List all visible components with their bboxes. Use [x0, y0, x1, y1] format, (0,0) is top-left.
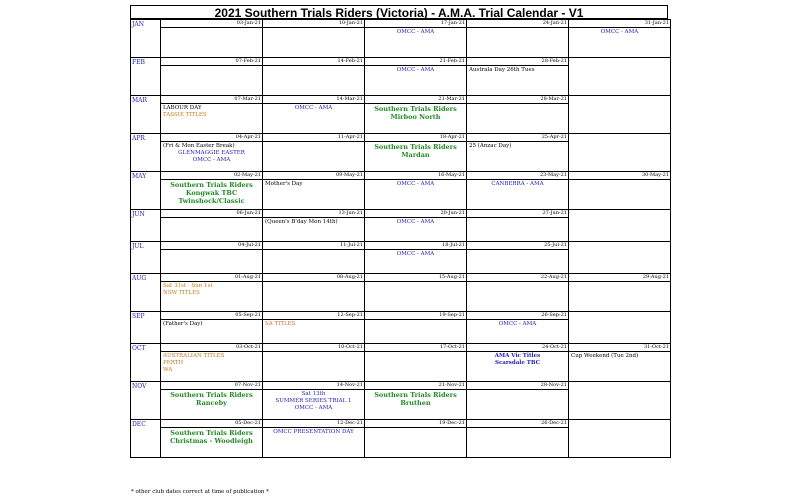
- week-cell: [569, 344, 671, 382]
- week-cell: [467, 420, 569, 458]
- month-row-jun: [131, 210, 671, 242]
- month-row-oct: [131, 344, 671, 382]
- footnote: * other club dates correct at time of publication *: [131, 489, 269, 495]
- week-cell: [467, 274, 569, 312]
- event-text: OMCC - AMA: [396, 29, 435, 35]
- week-date: 14-Mar-21: [263, 96, 364, 104]
- week-date: [569, 58, 670, 65]
- week-cell: [467, 58, 569, 96]
- event-text: OMCC - AMA: [294, 405, 333, 411]
- week-date: 04-Jul-21: [161, 242, 262, 250]
- event-block: [263, 180, 364, 189]
- week-cell: [467, 242, 569, 274]
- week-date: 03-Oct-21: [161, 344, 262, 352]
- week-date: 03-Jan-21: [161, 20, 262, 28]
- event-text: Bruthen: [400, 399, 431, 407]
- event-text: Southern Trials Riders: [374, 105, 457, 113]
- week-date: 08-Aug-21: [263, 274, 364, 282]
- event-block: [161, 320, 262, 329]
- week-date: 27-Jun-21: [467, 210, 568, 218]
- event-text: OMCC - AMA: [294, 105, 333, 111]
- week-cell: [161, 172, 263, 210]
- week-date: 14-Feb-21: [263, 58, 364, 66]
- event-text: OMCC - AMA: [396, 67, 435, 73]
- event-text: SA TITLES: [265, 321, 296, 327]
- week-cell: [161, 242, 263, 274]
- event-block: [365, 104, 466, 122]
- event-text: Southern Trials Riders: [374, 391, 457, 399]
- event-block: [569, 352, 670, 361]
- week-date: 19-Dec-21: [365, 420, 466, 428]
- event-text: OMCC - AMA: [396, 181, 435, 187]
- week-cell: [569, 420, 671, 458]
- event-block: [365, 218, 466, 227]
- week-date: 28-Nov-21: [467, 382, 568, 390]
- event-text: OMCC - AMA: [498, 321, 537, 327]
- event-block: [263, 428, 364, 437]
- week-date: 21-Nov-21: [365, 382, 466, 390]
- week-date: 11-Apr-21: [263, 134, 364, 142]
- event-text: CANBERRA - AMA: [491, 181, 544, 187]
- week-date: 24-Oct-21: [467, 344, 568, 352]
- month-label: JUN: [131, 210, 161, 242]
- week-cell: [161, 420, 263, 458]
- month-label: MAY: [131, 172, 161, 210]
- week-cell: [365, 210, 467, 242]
- event-text: TASSIE TITLES: [163, 112, 207, 118]
- week-date: 15-Aug-21: [365, 274, 466, 282]
- event-block: [161, 282, 262, 298]
- event-text: Mirboo North: [390, 113, 441, 121]
- week-date: 12-Sep-21: [263, 312, 364, 320]
- month-label: JAN: [131, 20, 161, 58]
- week-date: 21-Feb-21: [365, 58, 466, 66]
- week-date: 31-Oct-21: [569, 344, 670, 352]
- event-text: WA: [163, 367, 173, 373]
- event-text: OMCC - AMA: [396, 251, 435, 257]
- event-text: Southern Trials Riders: [170, 181, 253, 189]
- month-label: JUL: [131, 242, 161, 274]
- week-cell: [263, 242, 365, 274]
- week-date: 07-Nov-21: [161, 382, 262, 390]
- month-row-may: [131, 172, 671, 210]
- month-label: AUG: [131, 274, 161, 312]
- week-cell: [263, 420, 365, 458]
- event-text: OMCC - AMA: [396, 219, 435, 225]
- week-date: 26-Dec-21: [467, 420, 568, 428]
- month-row-nov: [131, 382, 671, 420]
- week-date: 30-May-21: [569, 172, 670, 180]
- week-cell: [161, 58, 263, 96]
- event-text: GLENMAGGIE EASTER: [178, 150, 245, 156]
- event-block: [467, 66, 568, 75]
- week-cell: [365, 344, 467, 382]
- week-cell: [467, 344, 569, 382]
- month-label: FEB: [131, 58, 161, 96]
- week-date: 10-Oct-21: [263, 344, 364, 352]
- week-cell: [569, 382, 671, 420]
- event-text: OMCC - AMA: [600, 29, 639, 35]
- week-date: 17-Oct-21: [365, 344, 466, 352]
- event-block: [365, 142, 466, 160]
- event-text: Southern Trials Riders: [170, 429, 253, 437]
- week-date: 12-Dec-21: [263, 420, 364, 428]
- event-block: [161, 390, 262, 408]
- week-cell: [161, 382, 263, 420]
- week-date: [569, 242, 670, 249]
- week-date: [569, 382, 670, 389]
- event-text: Ranceby: [196, 399, 227, 407]
- event-text: SUMMER SERIES TRIAL 1: [275, 398, 352, 404]
- event-text: 25 (Anzac Day): [469, 143, 512, 149]
- week-date: 25-Jul-21: [467, 242, 568, 250]
- event-block: [161, 104, 262, 120]
- month-label: APR: [131, 134, 161, 172]
- month-label: SEP: [131, 312, 161, 344]
- week-cell: [569, 134, 671, 172]
- event-text: LABOUR DAY: [163, 105, 202, 111]
- week-date: 09-May-21: [263, 172, 364, 180]
- week-date: [569, 312, 670, 319]
- week-date: 05-Dec-21: [161, 420, 262, 428]
- week-cell: [263, 312, 365, 344]
- month-row-aug: [131, 274, 671, 312]
- week-cell: [365, 172, 467, 210]
- week-date: 07-Mar-21: [161, 96, 262, 104]
- week-cell: [263, 134, 365, 172]
- event-text: Southern Trials Riders: [170, 391, 253, 399]
- week-date: 01-Aug-21: [161, 274, 262, 282]
- week-date: 07-Feb-21: [161, 58, 262, 66]
- month-label: OCT: [131, 344, 161, 382]
- week-cell: [263, 210, 365, 242]
- week-date: 10-Jan-21: [263, 20, 364, 28]
- week-cell: [569, 312, 671, 344]
- month-row-feb: [131, 58, 671, 96]
- event-text: Southern Trials Riders: [374, 143, 457, 151]
- week-cell: [365, 20, 467, 58]
- event-block: [365, 250, 466, 259]
- event-text: Sat 31st - Sun 1st: [163, 283, 213, 289]
- week-date: 14-Nov-21: [263, 382, 364, 390]
- week-date: 11-Jul-21: [263, 242, 364, 250]
- month-label: NOV: [131, 382, 161, 420]
- event-block: [467, 352, 568, 368]
- week-cell: [365, 58, 467, 96]
- event-block: [569, 28, 670, 37]
- week-date: 05-Sep-21: [161, 312, 262, 320]
- event-text: Mother's Day: [265, 181, 303, 187]
- event-block: [365, 66, 466, 75]
- week-cell: [263, 58, 365, 96]
- week-date: 31-Jan-21: [569, 20, 670, 28]
- week-cell: [161, 344, 263, 382]
- week-cell: [467, 312, 569, 344]
- event-block: [263, 218, 364, 227]
- week-cell: [365, 420, 467, 458]
- week-cell: [161, 20, 263, 58]
- week-cell: [263, 172, 365, 210]
- week-cell: [569, 58, 671, 96]
- week-date: 20-Jun-21: [365, 210, 466, 218]
- calendar-title: 2021 Southern Trials Riders (Victoria) - A.M.A. Trial Calendar - V1: [130, 5, 668, 19]
- event-text: Christmas - Woodleigh: [170, 437, 253, 445]
- week-date: 06-Jun-21: [161, 210, 262, 218]
- event-block: [467, 142, 568, 151]
- week-cell: [263, 96, 365, 134]
- week-cell: [263, 274, 365, 312]
- event-text: AMA Vic Titles: [494, 353, 541, 359]
- week-cell: [161, 312, 263, 344]
- week-date: 25-Apr-21: [467, 134, 568, 142]
- month-label: DEC: [131, 420, 161, 458]
- week-cell: [569, 20, 671, 58]
- event-text: (Fri & Mon Easter Break): [163, 143, 235, 149]
- week-date: 24-Jan-21: [467, 20, 568, 28]
- week-cell: [467, 134, 569, 172]
- event-text: PERTH: [163, 360, 184, 366]
- week-date: 13-Jun-21: [263, 210, 364, 218]
- calendar-table: [130, 19, 671, 458]
- week-cell: [365, 312, 467, 344]
- week-date: 28-Mar-21: [467, 96, 568, 104]
- event-text: OMCC - AMA: [192, 157, 231, 163]
- event-text: (Queen's B'day Mon 14th): [265, 219, 338, 225]
- event-block: [161, 142, 262, 165]
- week-cell: [569, 96, 671, 134]
- event-block: [365, 28, 466, 37]
- month-row-jul: [131, 242, 671, 274]
- week-cell: [161, 274, 263, 312]
- event-text: Sat 13th: [301, 391, 326, 397]
- week-date: 29-Aug-21: [569, 274, 670, 282]
- event-text: Kongwak TBC: [185, 189, 238, 197]
- event-block: [161, 428, 262, 446]
- week-date: 17-Jan-21: [365, 20, 466, 28]
- event-block: [365, 180, 466, 189]
- month-row-jan: [131, 20, 671, 58]
- week-date: 21-Mar-21: [365, 96, 466, 104]
- event-text: NSW TITLES: [163, 290, 200, 296]
- month-row-mar: [131, 96, 671, 134]
- week-cell: [467, 20, 569, 58]
- week-cell: [467, 172, 569, 210]
- week-date: 04-Apr-21: [161, 134, 262, 142]
- week-cell: [569, 274, 671, 312]
- week-cell: [467, 210, 569, 242]
- event-block: [263, 320, 364, 329]
- week-date: 23-May-21: [467, 172, 568, 180]
- event-text: (Father's Day): [163, 321, 203, 327]
- week-date: [569, 134, 670, 141]
- event-text: Scarsdale TBC: [494, 360, 540, 366]
- event-block: [467, 320, 568, 329]
- event-block: [263, 104, 364, 113]
- week-cell: [569, 210, 671, 242]
- week-date: 18-Apr-21: [365, 134, 466, 142]
- week-cell: [365, 96, 467, 134]
- week-date: [569, 420, 670, 427]
- month-row-dec: [131, 420, 671, 458]
- week-date: 22-Aug-21: [467, 274, 568, 282]
- event-block: [467, 180, 568, 189]
- event-text: OMCC PRESENTATION DAY: [273, 429, 354, 435]
- event-block: [365, 390, 466, 408]
- week-cell: [161, 96, 263, 134]
- week-cell: [467, 382, 569, 420]
- event-text: AUSTRALIAN TITLES: [163, 353, 225, 359]
- event-text: Mardan: [401, 151, 430, 159]
- week-date: 26-Sep-21: [467, 312, 568, 320]
- event-block: [161, 352, 262, 375]
- week-cell: [263, 382, 365, 420]
- week-cell: [569, 242, 671, 274]
- week-date: 28-Feb-21: [467, 58, 568, 66]
- week-cell: [365, 382, 467, 420]
- week-cell: [263, 344, 365, 382]
- week-cell: [263, 20, 365, 58]
- week-cell: [467, 96, 569, 134]
- week-date: [569, 96, 670, 103]
- month-label: MAR: [131, 96, 161, 134]
- week-cell: [161, 134, 263, 172]
- event-text: Twinshock/Classic: [178, 197, 245, 205]
- month-row-sep: [131, 312, 671, 344]
- week-cell: [365, 274, 467, 312]
- week-date: 16-May-21: [365, 172, 466, 180]
- event-text: Cup Weekend (Tue 2nd): [571, 353, 639, 359]
- week-date: 18-Jul-21: [365, 242, 466, 250]
- week-cell: [365, 242, 467, 274]
- week-date: 19-Sep-21: [365, 312, 466, 320]
- event-block: [263, 390, 364, 413]
- week-cell: [569, 172, 671, 210]
- week-date: 02-May-21: [161, 172, 262, 180]
- week-date: [569, 210, 670, 217]
- week-cell: [365, 134, 467, 172]
- week-cell: [161, 210, 263, 242]
- event-text: Australa Day 26th Tues: [469, 67, 535, 73]
- event-block: [161, 180, 262, 206]
- month-row-apr: [131, 134, 671, 172]
